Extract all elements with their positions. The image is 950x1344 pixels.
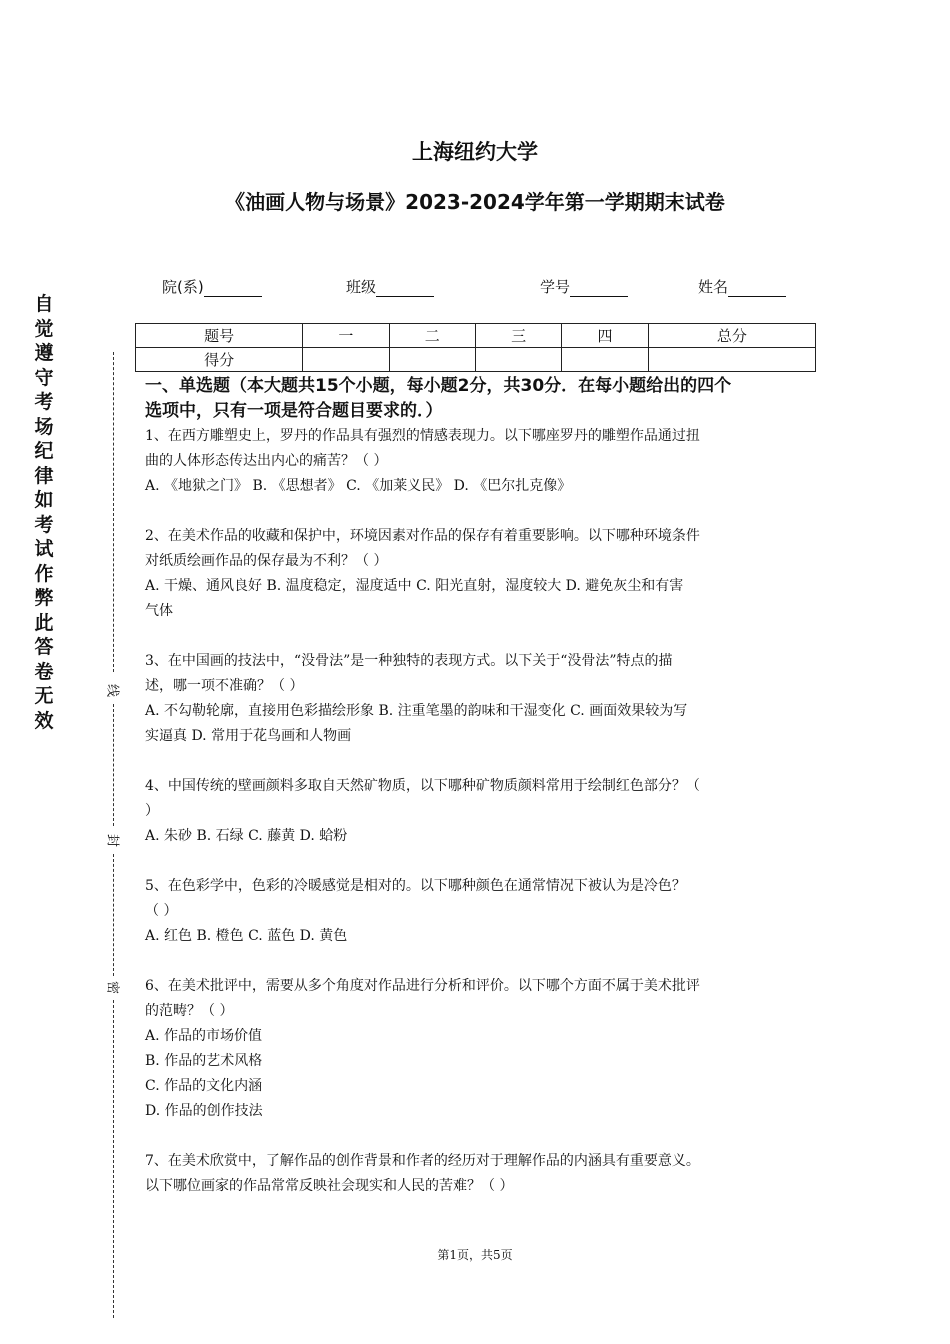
score-table bbox=[135, 323, 816, 372]
score-head-cell: 四 bbox=[562, 324, 648, 348]
question-text: 5、在色彩学中，色彩的冷暖感觉是相对的。以下哪种颜色在通常情况下被认为是冷色？ bbox=[145, 878, 686, 894]
name-label: 姓名 bbox=[698, 278, 729, 296]
option-c: C. 作品的文化内涵 bbox=[145, 1078, 263, 1094]
question-text: 对纸质绘画作品的保存最为不利？（ ） bbox=[145, 553, 388, 569]
score-table-score-row bbox=[136, 348, 816, 372]
question-text: 7、在美术欣赏中，了解作品的创作背景和作者的经历对于理解作品的内涵具有重要意义。 bbox=[145, 1153, 700, 1169]
binding-mark-secret: 密 bbox=[105, 980, 124, 996]
question-5 bbox=[145, 874, 811, 949]
question-text: 3、在中国画的技法中，“没骨法”是一种独特的表现方式。以下关于“没骨法”特点的描 bbox=[145, 653, 673, 669]
section-title-line: 选项中，只有一项是符合题目要求的．） bbox=[145, 401, 443, 421]
school-name: 上海纽约大学 bbox=[412, 140, 538, 164]
option-a: A. 作品的市场价值 bbox=[145, 1028, 263, 1044]
score-cell-2[interactable] bbox=[389, 348, 475, 372]
info-dept bbox=[162, 276, 262, 297]
section-title bbox=[145, 374, 811, 424]
question-text: 1、在西方雕塑史上，罗丹的作品具有强烈的情感表现力。以下哪座罗丹的雕塑作品通过扭 bbox=[145, 428, 700, 444]
exam-content bbox=[145, 374, 811, 1199]
name-blank[interactable] bbox=[728, 280, 786, 297]
student-id-blank[interactable] bbox=[570, 280, 628, 297]
score-head-cell: 总分 bbox=[648, 324, 815, 348]
question-options: A. 红色 B. 橙色 C. 蓝色 D. 黄色 bbox=[145, 928, 348, 944]
question-text: 的范畴？（ ） bbox=[145, 1003, 234, 1019]
question-options: A. 《地狱之门》 B. 《思想者》 C. 《加莱义民》 D. 《巴尔扎克像》 bbox=[145, 478, 572, 494]
question-6 bbox=[145, 974, 811, 1124]
question-7 bbox=[145, 1149, 811, 1199]
option-d: D. 作品的创作技法 bbox=[145, 1103, 263, 1119]
score-head-cell: 一 bbox=[303, 324, 389, 348]
score-head-cell: 题号 bbox=[136, 324, 303, 348]
question-options: A. 朱砂 B. 石绿 C. 藤黄 D. 蛤粉 bbox=[145, 828, 348, 844]
score-cell-total[interactable] bbox=[648, 348, 815, 372]
info-class bbox=[346, 276, 434, 297]
option-b: B. 作品的艺术风格 bbox=[145, 1053, 263, 1069]
info-name bbox=[698, 276, 786, 297]
score-cell-4[interactable] bbox=[562, 348, 648, 372]
question-4 bbox=[145, 774, 811, 849]
question-2 bbox=[145, 524, 811, 624]
binding-mark-seal: 封 bbox=[105, 833, 124, 849]
question-3 bbox=[145, 649, 811, 749]
score-head-cell: 三 bbox=[475, 324, 561, 348]
dept-blank[interactable] bbox=[204, 280, 262, 297]
question-options: 气体 bbox=[145, 603, 173, 619]
question-options: A. 干燥、通风良好 B. 温度稳定，湿度适中 C. 阳光直射，湿度较大 D. 避免灰尘和有害 bbox=[145, 578, 684, 594]
student-id-label: 学号 bbox=[540, 278, 571, 296]
question-text: 2、在美术作品的收藏和保护中，环境因素对作品的保存有着重要影响。以下哪种环境条件 bbox=[145, 528, 700, 544]
question-text: 6、在美术批评中，需要从多个角度对作品进行分析和评价。以下哪个方面不属于美术批评 bbox=[145, 978, 700, 994]
binding-mark-line: 线 bbox=[105, 683, 124, 699]
info-student-id bbox=[540, 276, 628, 297]
discipline-notice: 自觉遵守考场纪律如考试作弊此答卷无效 bbox=[34, 293, 54, 732]
score-cell-3[interactable] bbox=[475, 348, 561, 372]
question-text: 述，哪一项不准确？（ ） bbox=[145, 678, 304, 694]
score-cell-1[interactable] bbox=[303, 348, 389, 372]
question-1 bbox=[145, 424, 811, 499]
binding-line-mid bbox=[113, 704, 114, 826]
question-text: 4、中国传统的壁画颜料多取自天然矿物质，以下哪种矿物质颜料常用于绘制红色部分？（ bbox=[145, 778, 700, 794]
binding-line-top bbox=[113, 352, 114, 672]
question-text: （ ） bbox=[145, 903, 178, 919]
score-row-label: 得分 bbox=[136, 348, 303, 372]
class-blank[interactable] bbox=[376, 280, 434, 297]
score-head-cell: 二 bbox=[389, 324, 475, 348]
score-table-header-row bbox=[136, 324, 816, 348]
question-options: 实逼真 D. 常用于花鸟画和人物画 bbox=[145, 728, 352, 744]
binding-line-lower bbox=[113, 854, 114, 976]
section-title-line: 一、单选题（本大题共15个小题，每小题2分，共30分．在每小题给出的四个 bbox=[145, 376, 732, 396]
dept-label: 院(系) bbox=[162, 278, 204, 296]
exam-title: 《油画人物与场景》2023-2024学年第一学期期末试卷 bbox=[225, 190, 725, 214]
class-label: 班级 bbox=[346, 278, 377, 296]
question-text: 以下哪位画家的作品常常反映社会现实和人民的苦难？（ ） bbox=[145, 1178, 514, 1194]
question-text: 曲的人体形态传达出内心的痛苦？（ ） bbox=[145, 453, 388, 469]
question-text: ） bbox=[145, 803, 159, 819]
page-number: 第1页，共5页 bbox=[437, 1248, 513, 1262]
binding-line-bottom bbox=[113, 1000, 114, 1318]
question-options: A. 不勾勒轮廓，直接用色彩描绘形象 B. 注重笔墨的韵味和干湿变化 C. 画面效果较为写 bbox=[145, 703, 688, 719]
